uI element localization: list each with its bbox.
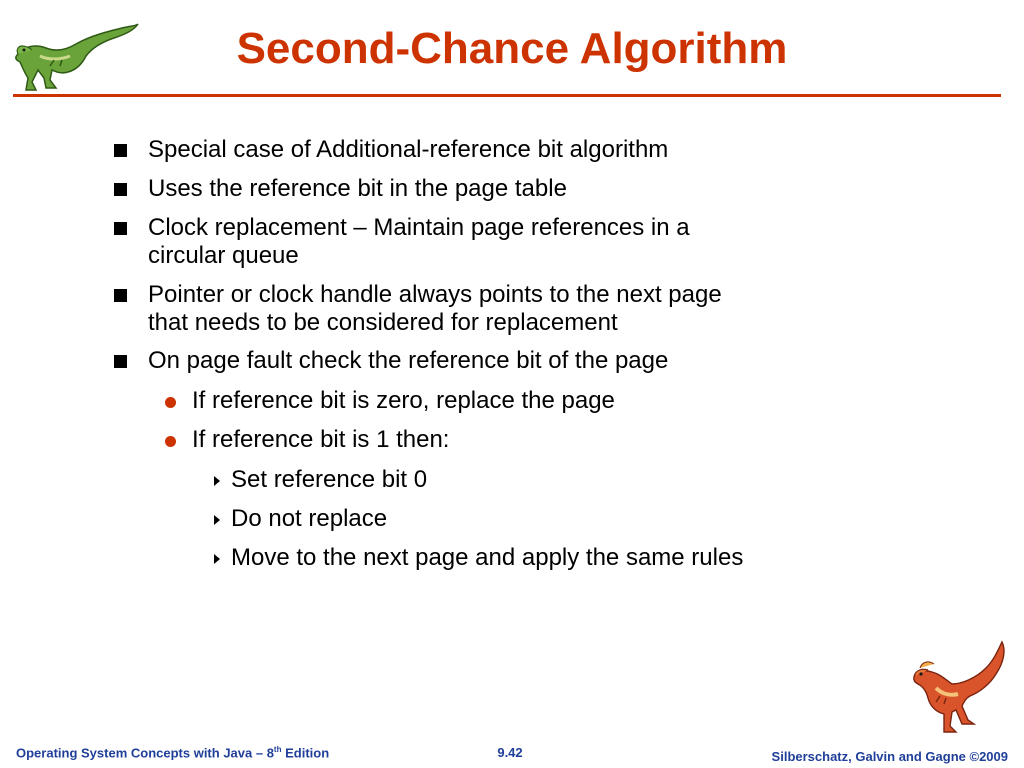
square-bullet-icon xyxy=(114,355,127,368)
slide-title: Second-Chance Algorithm xyxy=(236,24,788,73)
bullet-item: If reference bit is 1 then: xyxy=(192,426,450,453)
triangle-bullet-icon xyxy=(214,554,220,564)
bullet-item: If reference bit is zero, replace the page xyxy=(192,387,615,414)
bullet-item xyxy=(148,214,838,270)
bullet-item: On page fault check the reference bit of the page xyxy=(148,347,669,374)
bullet-item: Set reference bit 0 xyxy=(231,466,428,493)
footer-edition-superscript: th xyxy=(273,745,282,754)
footer-book-title-main: Operating System Concepts with Java – 8 xyxy=(16,745,274,761)
bullet-item: Move to the next page and apply the same rules xyxy=(231,544,744,571)
triangle-bullet-icon xyxy=(214,515,220,525)
bullet-line: Pointer or clock handle always points to the next page xyxy=(148,281,722,308)
bullet-item: Special case of Additional-reference bit algorithm xyxy=(148,136,669,163)
square-bullet-icon xyxy=(114,222,127,235)
footer-book-title xyxy=(16,745,329,760)
bullet-line: that needs to be considered for replacement xyxy=(148,309,618,336)
footer-edition-suffix: Edition xyxy=(281,745,330,761)
footer-page-number: 9.42 xyxy=(497,745,523,760)
round-bullet-icon xyxy=(165,436,176,447)
bullet-item: Do not replace xyxy=(231,505,388,532)
footer-copyright: Silberschatz, Galvin and Gagne ©2009 xyxy=(771,749,1008,764)
bullet-line: circular queue xyxy=(148,242,299,269)
bullet-item: Uses the reference bit in the page table xyxy=(148,175,567,202)
square-bullet-icon xyxy=(114,144,127,157)
square-bullet-icon xyxy=(114,289,127,302)
bullet-item xyxy=(148,281,838,337)
bullet-line: Clock replacement – Maintain page references in a xyxy=(148,214,690,241)
triangle-bullet-icon xyxy=(214,476,220,486)
square-bullet-icon xyxy=(114,183,127,196)
red-dinosaur-icon xyxy=(906,640,1010,740)
round-bullet-icon xyxy=(165,397,176,408)
